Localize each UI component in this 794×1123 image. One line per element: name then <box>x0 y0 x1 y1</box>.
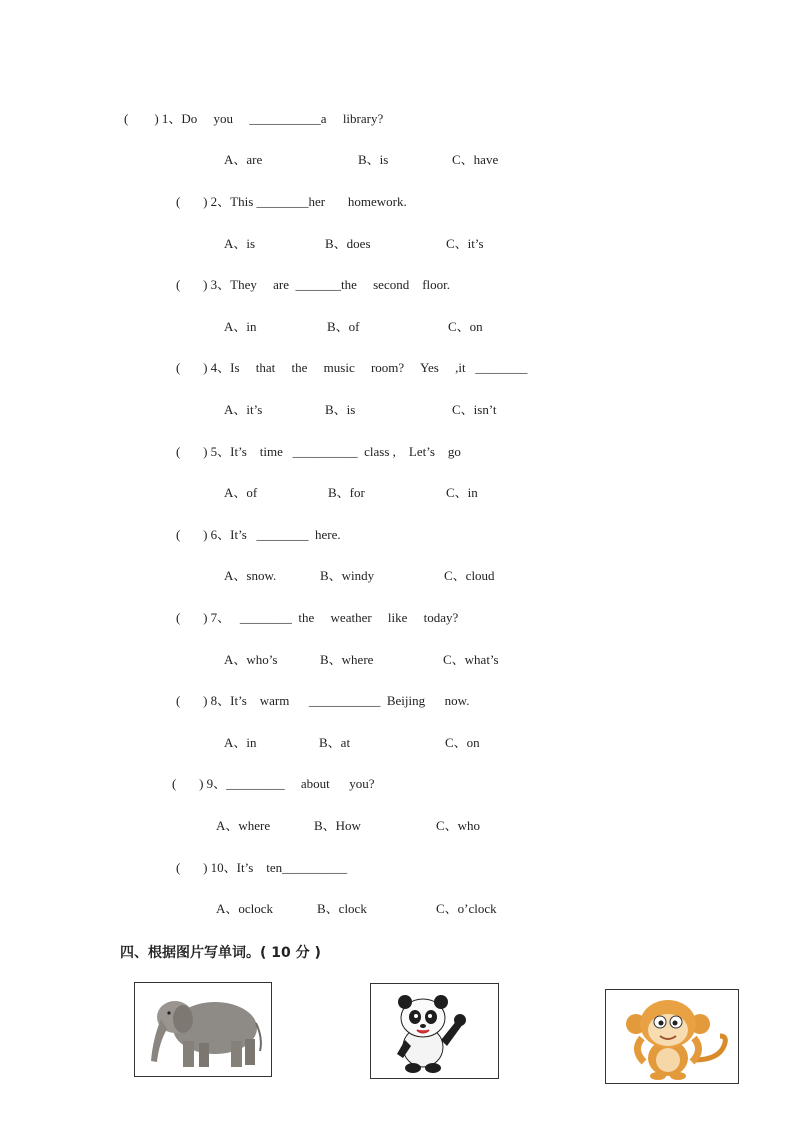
q9-option-a: A、where <box>216 818 271 833</box>
q1-option-b: B、is <box>358 152 389 167</box>
q5-option-a: A、of <box>224 485 258 500</box>
q9-option-b: B、How <box>314 818 361 833</box>
question-4: ( ) 4、Is that the music room? Yes ,it ________ <box>176 360 528 375</box>
picture-frame-monkey <box>605 989 739 1084</box>
question-5: ( ) 5、It’s time __________ class , Let’s go <box>176 444 461 459</box>
q7-option-c: C、what’s <box>443 652 499 667</box>
picture-frame-elephant <box>134 982 272 1077</box>
q4-option-b: B、is <box>325 402 356 417</box>
q5-option-b: B、for <box>328 485 365 500</box>
q8-option-a: A、in <box>224 735 257 750</box>
question-1: ( ) 1、Do you ___________a library? <box>124 111 384 126</box>
question-10: ( ) 10、It’s ten__________ <box>176 860 348 875</box>
q10-option-b: B、clock <box>317 901 367 916</box>
section-heading: 四、根据图片写单词。( 10 分 ) <box>120 945 321 961</box>
q7-option-a: A、who’s <box>224 652 278 667</box>
q4-option-c: C、isn’t <box>452 402 497 417</box>
q6-option-c: C、cloud <box>444 568 495 583</box>
q2-option-b: B、does <box>325 236 371 251</box>
elephant-icon <box>135 983 271 1076</box>
q8-option-c: C、on <box>445 735 480 750</box>
question-3: ( ) 3、They are _______the second floor. <box>176 277 451 292</box>
q1-option-a: A、are <box>224 152 263 167</box>
picture-frame-panda <box>370 983 499 1079</box>
question-9: ( ) 9、_________ about you? <box>172 776 375 791</box>
q3-option-c: C、on <box>448 319 483 334</box>
q5-option-c: C、in <box>446 485 478 500</box>
q6-option-a: A、snow. <box>224 568 277 583</box>
q7-option-b: B、where <box>320 652 374 667</box>
question-2: ( ) 2、This ________her homework. <box>176 194 407 209</box>
q3-option-b: B、of <box>327 319 360 334</box>
q3-option-a: A、in <box>224 319 257 334</box>
question-8: ( ) 8、It’s warm ___________ Beijing now. <box>176 693 470 708</box>
q10-option-c: C、o’clock <box>436 901 497 916</box>
q2-option-a: A、is <box>224 236 256 251</box>
panda-icon <box>371 984 498 1078</box>
q2-option-c: C、it’s <box>446 236 484 251</box>
q6-option-b: B、windy <box>320 568 375 583</box>
question-6: ( ) 6、It’s ________ here. <box>176 527 341 542</box>
q1-option-c: C、have <box>452 152 499 167</box>
q9-option-c: C、who <box>436 818 481 833</box>
q10-option-a: A、oclock <box>216 901 274 916</box>
monkey-icon <box>606 990 738 1083</box>
q4-option-a: A、it’s <box>224 402 263 417</box>
q8-option-b: B、at <box>319 735 351 750</box>
question-7: ( ) 7、 ________ the weather like today? <box>176 610 459 625</box>
